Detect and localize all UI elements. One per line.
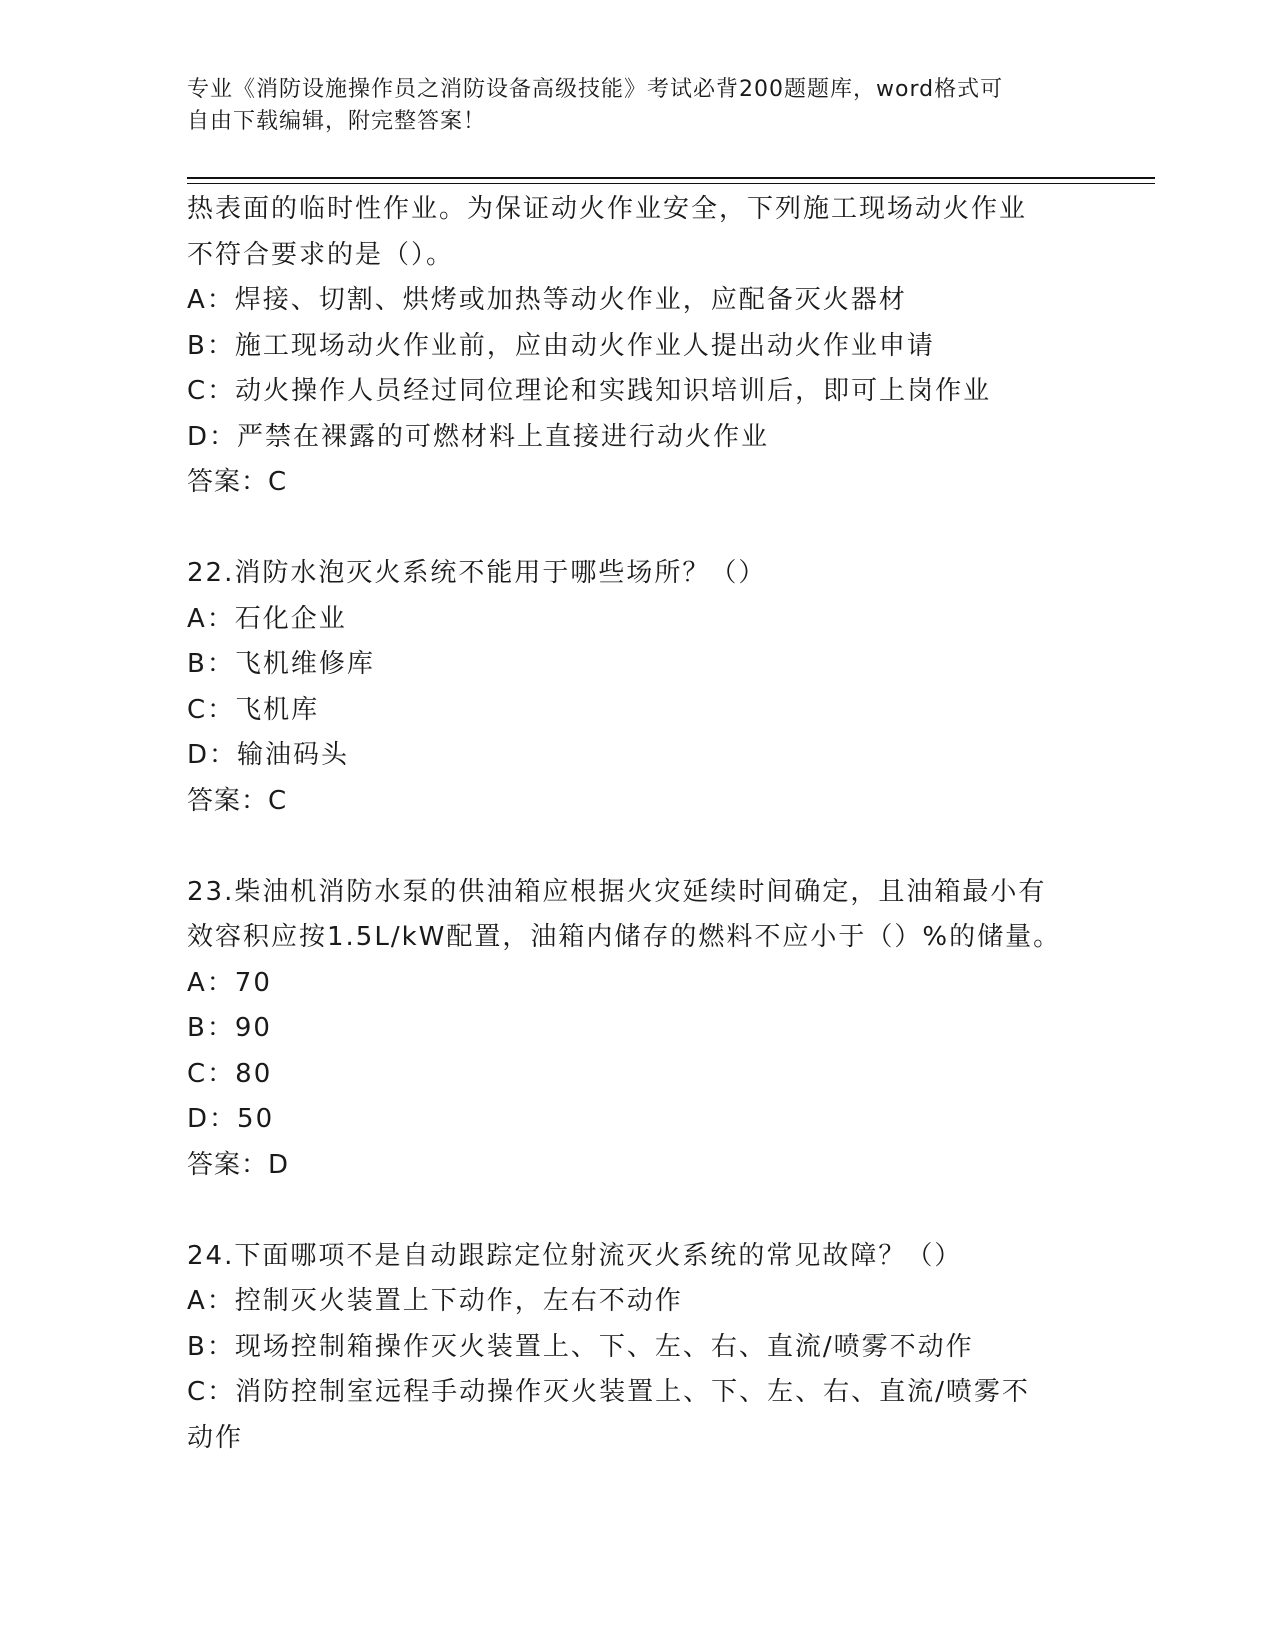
- question-spacer: [187, 506, 1087, 552]
- question-stem-line: 24.下面哪项不是自动跟踪定位射流灭火系统的常见故障？（）: [187, 1240, 963, 1271]
- header-divider-thick: [187, 177, 1155, 179]
- question-spacer: [187, 1188, 1087, 1234]
- option-c: C：飞机库: [187, 694, 320, 725]
- question-stem-line: 22.消防水泡灭火系统不能用于哪些场所？（）: [187, 558, 767, 588]
- option-a: A：控制灭火装置上下动作，左右不动作: [187, 1286, 683, 1316]
- question-24: [187, 1234, 1087, 1462]
- option-b: B：飞机维修库: [187, 649, 375, 679]
- question-22: [187, 551, 1087, 824]
- answer-line: 答案：D: [187, 1149, 290, 1180]
- option-b: B：现场控制箱操作灭火装置上、下、左、右、直流/喷雾不动作: [187, 1331, 974, 1362]
- question-stem-line: 23.柴油机消防水泵的供油箱应根据火灾延续时间确定，且油箱最小有: [187, 876, 1047, 907]
- header-title-line-1: 专业《消防设施操作员之消防设备高级技能》考试必背200题题库，word格式可: [187, 77, 1004, 102]
- question-21: [187, 187, 1087, 506]
- question-stem-line: 效容积应按1.5L/kW配置，油箱内储存的燃料不应小于（）%的储量。: [187, 922, 1062, 952]
- option-d: D：50: [187, 1104, 275, 1134]
- question-list: [187, 187, 1087, 1461]
- header-divider-thin: [187, 183, 1155, 184]
- option-a: A：石化企业: [187, 603, 347, 634]
- option-a: A：70: [187, 967, 272, 998]
- option-c: C：80: [187, 1058, 273, 1089]
- question-stem-line: 不符合要求的是（）。: [187, 239, 455, 270]
- document-header: [187, 74, 1087, 138]
- header-title-line-2: 自由下载编辑，附完整答案！: [187, 109, 487, 134]
- option-d: D：严禁在裸露的可燃材料上直接进行动火作业: [187, 421, 770, 452]
- option-c-continued: 动作: [187, 1422, 244, 1453]
- question-23: [187, 870, 1087, 1189]
- option-d: D：输油码头: [187, 740, 350, 770]
- question-spacer: [187, 824, 1087, 870]
- answer-line: 答案：C: [187, 785, 288, 816]
- option-c: C：动火操作人员经过同位理论和实践知识培训后，即可上岗作业: [187, 376, 992, 406]
- option-b: B：施工现场动火作业前，应由动火作业人提出动火作业申请: [187, 330, 935, 361]
- question-stem-line: 热表面的临时性作业。为保证动火作业安全，下列施工现场动火作业: [187, 194, 1028, 224]
- answer-line: 答案：C: [187, 467, 288, 497]
- option-a: A：焊接、切割、烘烤或加热等动火作业，应配备灭火器材: [187, 285, 907, 315]
- option-b: B：90: [187, 1013, 272, 1043]
- option-c: C：消防控制室远程手动操作灭火装置上、下、左、右、直流/喷雾不: [187, 1377, 1030, 1407]
